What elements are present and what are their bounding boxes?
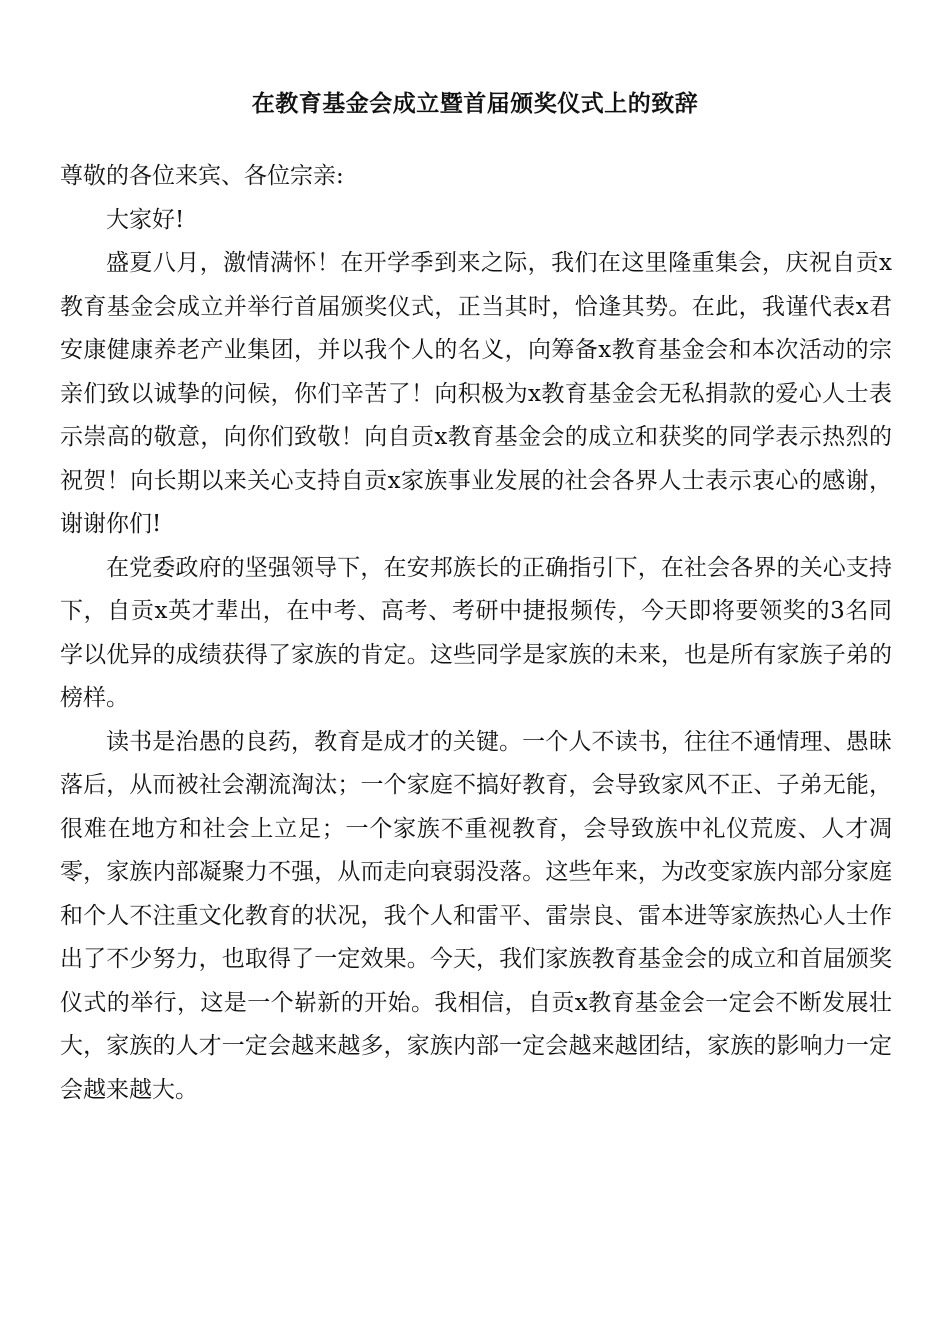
document-title: 在教育基金会成立暨首届颁奖仪式上的致辞 [251,90,699,117]
salutation: 尊敬的各位来宾、各位宗亲: [60,163,344,189]
greeting: 大家好! [106,206,185,233]
document-body [60,155,892,1112]
paragraph-2: 在党委政府的坚强领导下，在安邦族长的正确指引下，在社会各界的关心支持下，自贡x英才辈出，在中考、高考、考研中捷报频传，今天即将要领奖的3名同学以优异的成绩获得了家族的肯定。这些同学是家族的未来，也是所有家族子弟的榜样。 [60,554,892,711]
paragraph-1: 盛夏八月，激情满怀！在开学季到来之际，我们在这里隆重集会，庆祝自贡x教育基金会成立并举行首届颁奖仪式，正当其时，恰逢其势。在此，我谨代表x君安康健康养老产业集团，并以我个人的名义，向筹备x教育基金会和本次活动的宗亲们致以诚挚的问候，你们辛苦了！向积极为x教育基金会无私捐款的爱心人士表示崇高的敬意，向你们致敬！向自贡x教育基金会的成立和获奖的同学表示热烈的祝贺！向长期以来关心支持自贡x家族事业发展的社会各界人士表示衷心的感谢，谢谢你们! [60,250,892,537]
paragraph-3: 读书是治愚的良药，教育是成才的关键。一个人不读书，往往不通情理、愚昧落后，从而被社会潮流淘汰；一个家庭不搞好教育，会导致家风不正、子弟无能，很难在地方和社会上立足；一个家族不重视教育，会导致族中礼仪荒废、人才凋零，家族内部凝聚力不强，从而走向衰弱没落。这些年来，为改变家族内部分家庭和个人不注重文化教育的状况，我个人和雷平、雷崇良、雷本进等家族热心人士作出了不少努力，也取得了一定效果。今天，我们家族教育基金会的成立和首届颁奖仪式的举行，这是一个崭新的开始。我相信，自贡x教育基金会一定会不断发展壮大，家族的人才一定会越来越多，家族内部一定会越来越团结，家族的影响力一定会越来越大。 [60,728,892,1103]
